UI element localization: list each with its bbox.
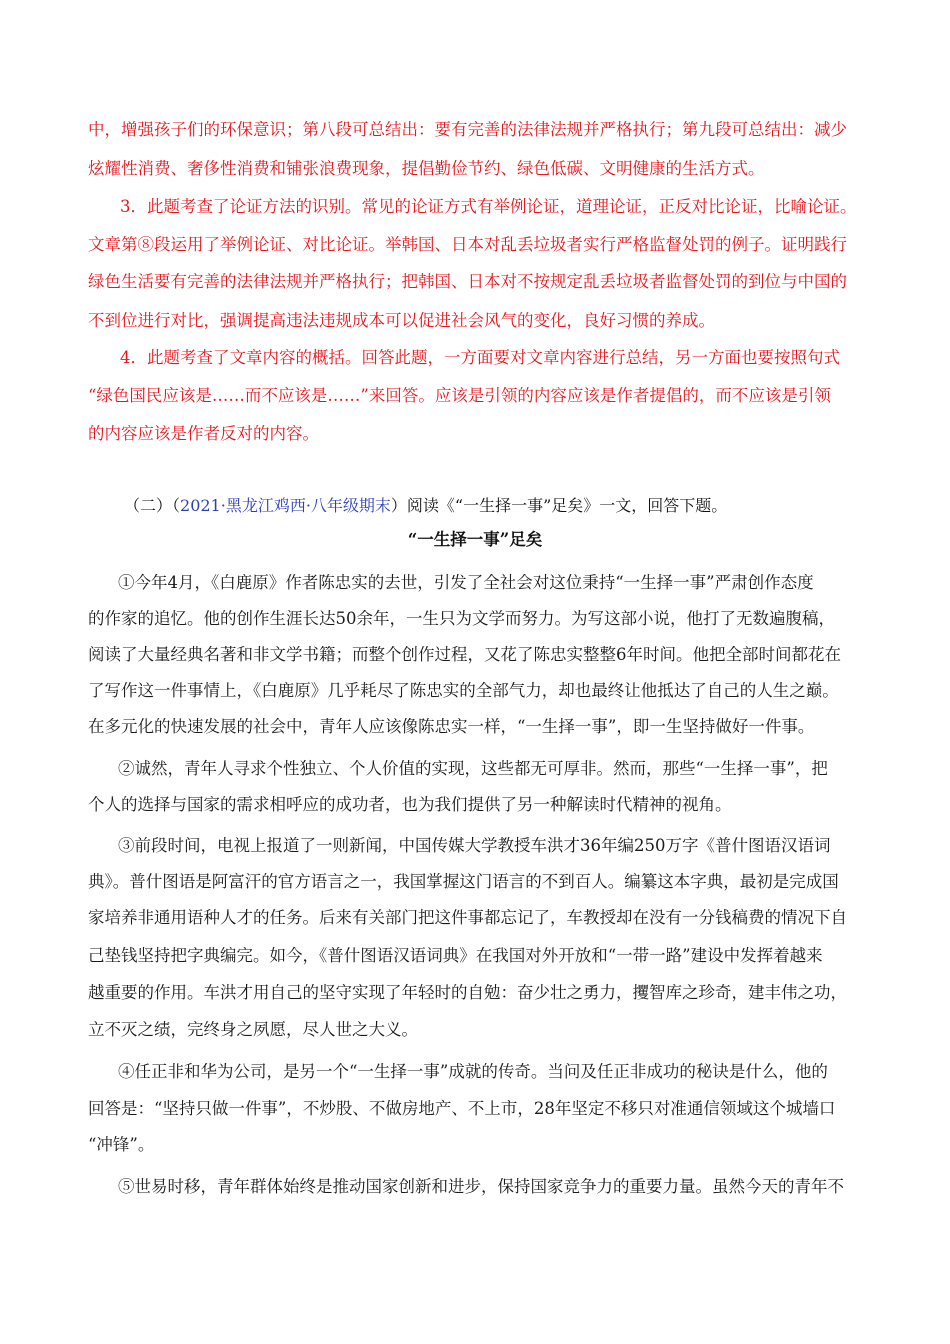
article-line: ⑤世易时移，青年群体始终是推动国家创新和进步，保持国家竞争力的重要力量。虽然今天的青年不 bbox=[118, 1177, 844, 1196]
answer-line: 中，增强孩子们的环保意识；第八段可总结出：要有完善的法律法规并严格执行；第九段可总结出：减少 bbox=[88, 120, 847, 139]
answer-line: 文章第⑧段运用了举例论证、对比论证。举韩国、日本对乱丢垃圾者实行严格监督处罚的例子。证明践行 bbox=[88, 235, 847, 254]
answer-line: “绿色国民应该是……而不应该是……”来回答。应该是引领的内容应该是作者提倡的，而不应该是引领 bbox=[88, 386, 831, 405]
article-line: 阅读了大量经典名著和非文学书籍；而整个创作过程，又花了陈忠实整整6年时间。他把全部时间都花在 bbox=[88, 645, 841, 664]
article-line: 的作家的追忆。他的创作生涯长达50余年，一生只为文学而努力。为写这部小说，他打了无数遍腹稿， bbox=[88, 609, 835, 628]
answer-line: 不到位进行对比，强调提高违法违规成本可以促进社会风气的变化，良好习惯的养成。 bbox=[88, 311, 715, 330]
article-line: ②诚然，青年人寻求个性独立、个人价值的实现，这些都无可厚非。然而，那些“一生择一事”，把 bbox=[118, 759, 828, 778]
answer-line: 炫耀性消费、奢侈性消费和铺张浪费现象，提倡勤俭节约、绿色低碳、文明健康的生活方式。 bbox=[88, 159, 765, 178]
section-prefix: （二）（ bbox=[124, 496, 181, 515]
section-suffix: ）阅读《“一生择一事”足矣》一文，回答下题。 bbox=[390, 496, 728, 515]
article-line: 家培养非通用语种人才的任务。后来有关部门把这件事都忘记了，车教授却在没有一分钱稿费的情况下自 bbox=[88, 908, 847, 927]
answer-line: 4．此题考查了文章内容的概括。回答此题，一方面要对文章内容进行总结，另一方面也要按照句式 bbox=[120, 348, 840, 367]
article-line: ④任正非和华为公司，是另一个“一生择一事”成就的传奇。当问及任正非成功的秘诀是什么，他的 bbox=[118, 1062, 828, 1081]
article-line: “冲锋”。 bbox=[88, 1135, 155, 1154]
article-line: 了写作这一件事情上，《白鹿原》几乎耗尽了陈忠实的全部气力，却也最终让他抵达了自己的人生之巅。 bbox=[88, 681, 839, 700]
article-line: ①今年4月，《白鹿原》作者陈忠实的去世，引发了全社会对这位秉持“一生择一事”严肃创作态度 bbox=[118, 573, 814, 592]
source-link[interactable]: 2021·黑龙江鸡西·八年级期末 bbox=[180, 496, 391, 515]
answer-line: 的内容应该是作者反对的内容。 bbox=[88, 424, 319, 443]
article-line: 越重要的作用。车洪才用自己的坚守实现了年轻时的自勉：奋少壮之勇力，攫智库之珍奇，建丰伟之功， bbox=[88, 983, 847, 1002]
article-line: 在多元化的快速发展的社会中，青年人应该像陈忠实一样，“一生择一事”，即一生坚持做好一件事。 bbox=[88, 717, 815, 736]
article-line: 典》。普什图语是阿富汗的官方语言之一，我国掌握这门语言的不到百人。编纂这本字典，最初是完成国 bbox=[88, 872, 839, 891]
article-line: ③前段时间，电视上报道了一则新闻，中国传媒大学教授车洪才36年编250万字《普什图语汉语词 bbox=[118, 836, 831, 855]
article-title: “一生择一事”足矣 bbox=[407, 530, 543, 549]
article-line: 回答是：“坚持只做一件事”，不炒股、不做房地产、不上市，28年坚定不移只对准通信领域这个城墙口 bbox=[88, 1099, 836, 1118]
answer-line: 3．此题考查了论证方法的识别。常见的论证方式有举例论证，道理论证，正反对比论证，比喻论证。 bbox=[120, 197, 857, 216]
section-heading bbox=[124, 494, 727, 518]
article-line: 个人的选择与国家的需求相呼应的成功者，也为我们提供了另一种解读时代精神的视角。 bbox=[88, 795, 732, 814]
answer-line: 绿色生活要有完善的法律法规并严格执行；把韩国、日本对不按规定乱丢垃圾者监督处罚的到位与中国的 bbox=[88, 272, 847, 291]
article-line: 己垫钱坚持把字典编完。如今，《普什图语汉语词典》在我国对外开放和“一带一路”建设中发挥着越来 bbox=[88, 946, 823, 965]
article-line: 立不灭之绩，完终身之夙愿，尽人世之大义。 bbox=[88, 1020, 418, 1039]
